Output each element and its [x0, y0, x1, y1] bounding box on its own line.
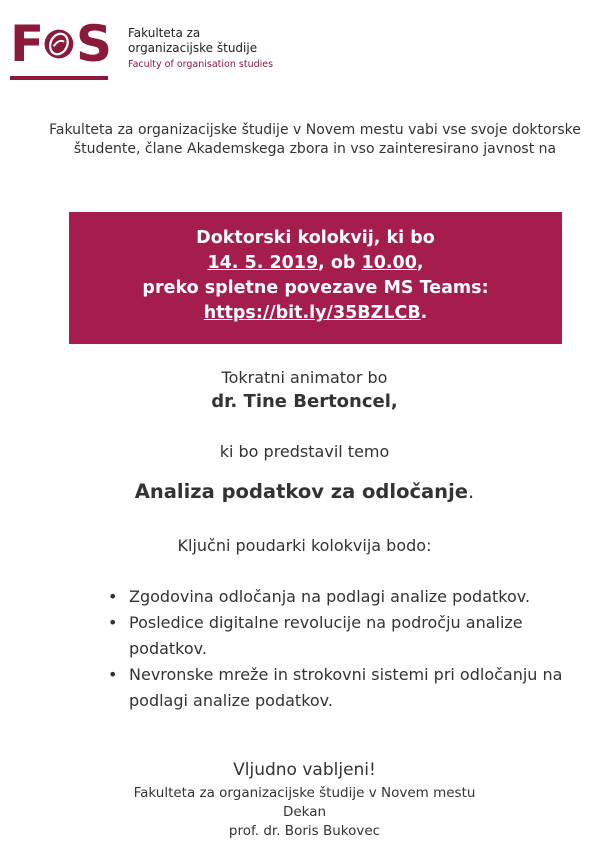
highlights-title: Ključni poudarki kolokvija bodo:: [177, 536, 432, 555]
faculty-name-block: [128, 26, 273, 72]
animator-intro: Tokratni animator bo: [221, 368, 388, 387]
list-item-text: Posledice digitalne revolucije na področju analize podatkov.: [129, 613, 523, 658]
logo-o-emblem-icon: [43, 23, 75, 65]
topic-title-line: [0, 480, 609, 503]
faculty-name-en: Faculty of organisation studies: [128, 59, 274, 70]
link-suffix: .: [420, 303, 428, 323]
logo-underline: [10, 76, 108, 80]
banner-line1: [69, 226, 562, 251]
animator-name: dr. Tine Bertoncel,: [211, 391, 398, 412]
time-suffix: ,: [416, 253, 424, 273]
logo-letter-s: S: [75, 15, 110, 73]
topic-intro: ki bo predstavil temo: [219, 442, 390, 461]
teams-link[interactable]: https://bit.ly/35BZLCB: [203, 303, 421, 323]
event-time: 10.00: [361, 253, 417, 273]
logo-letter-f: F: [10, 15, 43, 73]
bullet-icon: •: [108, 665, 118, 684]
list-item-text: Zgodovina odločanja na podlagi analize podatkov.: [129, 587, 531, 606]
highlights-list: [108, 584, 578, 714]
list-item: [108, 584, 578, 610]
closing-greeting: Vljudno vabljeni!: [233, 760, 376, 780]
banner-line2: [69, 251, 562, 276]
list-item-text: Nevronske mreže in strokovni sistemi pri odločanju na podlagi analize podatkov.: [129, 665, 563, 710]
event-banner: [69, 212, 562, 344]
event-name: Doktorski kolokvij: [196, 228, 374, 248]
list-item: [108, 662, 578, 714]
closing-title: Dekan: [282, 804, 327, 820]
event-name-suffix: , ki bo: [373, 228, 435, 248]
bullet-icon: •: [108, 613, 118, 632]
date-time-separator: , ob: [318, 253, 362, 273]
topic-title: Analiza podatkov za odločanje: [134, 480, 468, 503]
closing-faculty: Fakulteta za organizacijske študije v Novem mestu: [133, 785, 476, 801]
list-item: [108, 610, 578, 662]
faculty-name-line1: Fakulteta za: [128, 26, 201, 40]
bullet-icon: •: [108, 587, 118, 606]
banner-via-line: preko spletne povezave MS Teams:: [142, 278, 489, 298]
banner-line4: [69, 301, 562, 326]
fos-logo: [10, 16, 110, 72]
invitation-intro: Fakulteta za organizacijske študije v Novem mestu vabi vse svoje doktorske študente, člane Akademskega zbora in vso zainteresirano javnost na: [49, 122, 581, 157]
topic-period: .: [467, 480, 475, 503]
closing-signatory: prof. dr. Boris Bukovec: [228, 823, 381, 839]
event-date: 14. 5. 2019: [207, 253, 319, 273]
logo-letters: [10, 16, 110, 72]
faculty-name-line2: organizacijske študije: [128, 41, 258, 55]
